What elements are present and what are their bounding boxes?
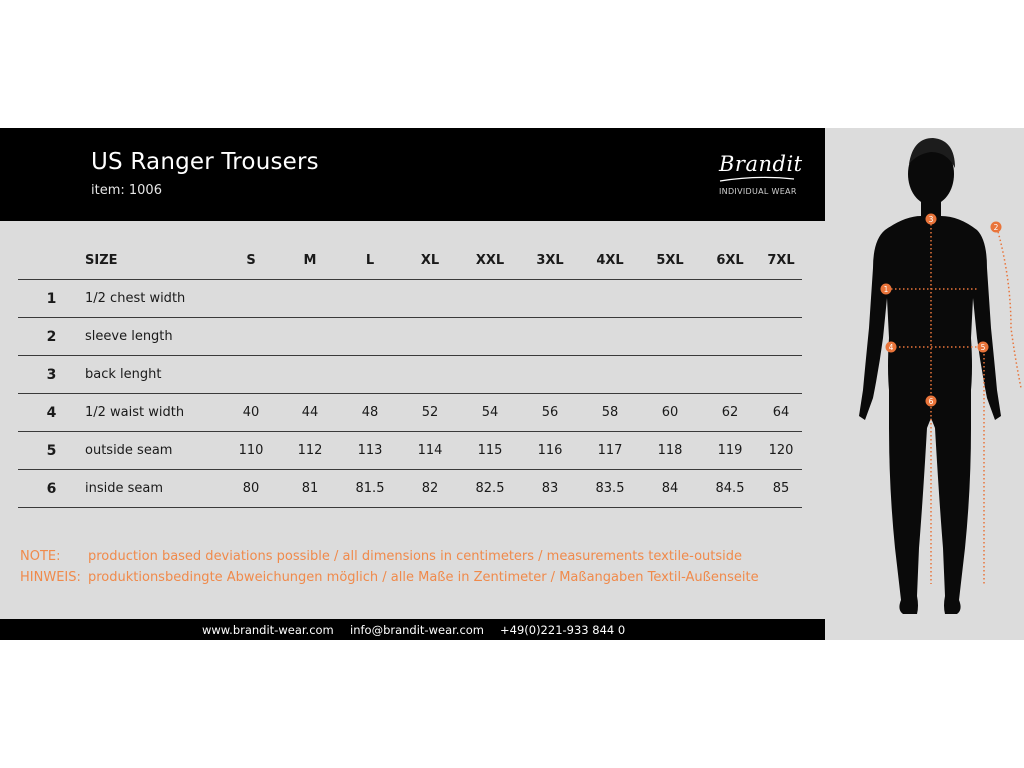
size-column-header: XXL <box>475 253 505 268</box>
measurement-value: 116 <box>537 443 563 458</box>
measurement-label: back lenght <box>85 367 162 382</box>
table-row <box>18 432 802 470</box>
measurement-value <box>700 318 760 356</box>
measurement-value: 81.5 <box>355 481 385 496</box>
marker-1-icon <box>881 284 892 295</box>
measurement-value: 64 <box>772 405 790 420</box>
measurement-label: outside seam <box>85 443 173 458</box>
measurement-value <box>580 356 640 394</box>
measurement-value <box>640 356 700 394</box>
brand-logo: Brandit <box>719 152 803 176</box>
measurement-value: 112 <box>297 443 323 458</box>
measurement-value: 82.5 <box>475 481 505 496</box>
measurement-value <box>760 318 802 356</box>
measurement-figure-panel <box>825 128 1024 640</box>
measurement-value <box>520 318 580 356</box>
svg-text:3: 3 <box>928 215 934 224</box>
marker-4-icon <box>886 342 897 353</box>
measurement-value <box>340 318 400 356</box>
table-row <box>18 280 802 318</box>
table-row <box>18 394 802 432</box>
measurement-value <box>520 280 580 318</box>
measurement-value <box>760 356 802 394</box>
table-header-row <box>18 242 802 280</box>
product-title: US Ranger Trousers <box>91 149 319 175</box>
measurement-value: 110 <box>238 443 264 458</box>
notes-block <box>20 546 759 588</box>
measurement-value: 40 <box>242 405 260 420</box>
measurement-value <box>280 280 340 318</box>
table-body <box>18 280 802 508</box>
measurement-value: 62 <box>721 405 739 420</box>
measurement-value: 54 <box>481 405 499 420</box>
note-en <box>20 546 759 567</box>
measurement-value <box>340 280 400 318</box>
measurement-value: 83 <box>541 481 559 496</box>
size-chart-panel <box>0 128 825 640</box>
size-column-header: XL <box>420 253 440 268</box>
hinweis-label: HINWEIS: <box>20 570 81 585</box>
measurement-value <box>700 280 760 318</box>
size-chart-card <box>0 128 1024 640</box>
measurement-value: 58 <box>601 405 619 420</box>
measurement-value <box>580 318 640 356</box>
measurement-value <box>400 356 460 394</box>
marker-2-icon <box>991 222 1002 233</box>
table-row <box>18 470 802 508</box>
measurement-value: 60 <box>661 405 679 420</box>
measurement-value: 52 <box>421 405 439 420</box>
measurement-value: 85 <box>772 481 790 496</box>
size-column-header: 7XL <box>767 253 795 268</box>
size-column-header: 4XL <box>596 253 624 268</box>
measurement-value: 56 <box>541 405 559 420</box>
note-de <box>20 567 759 588</box>
size-column-header: 3XL <box>536 253 564 268</box>
note-label: NOTE: <box>20 549 61 564</box>
measurement-value: 80 <box>242 481 260 496</box>
marker-6-icon <box>926 396 937 407</box>
size-column-header: M <box>303 253 317 268</box>
size-column-header: 5XL <box>656 253 684 268</box>
row-number: 6 <box>46 480 57 497</box>
row-number: 2 <box>46 328 57 345</box>
measurement-value <box>280 356 340 394</box>
measurement-value <box>640 318 700 356</box>
marker-5-icon <box>978 342 989 353</box>
marker-3-icon <box>926 214 937 225</box>
hinweis-text: produktionsbedingte Abweichungen möglich / alle Maße in Zentimeter / Maßangaben Textil-Außenseite <box>88 570 759 585</box>
size-column-header: S <box>246 253 256 268</box>
measurement-value: 114 <box>417 443 443 458</box>
measurement-value <box>760 280 802 318</box>
measurement-value: 119 <box>717 443 743 458</box>
measurement-value: 118 <box>657 443 683 458</box>
measurement-value: 84 <box>661 481 679 496</box>
measurement-value <box>222 280 280 318</box>
measurement-value <box>640 280 700 318</box>
size-header: SIZE <box>85 253 118 268</box>
measurement-value: 81 <box>301 481 319 496</box>
measurement-value: 48 <box>361 405 379 420</box>
svg-text:2: 2 <box>993 223 999 232</box>
svg-text:1: 1 <box>883 285 889 294</box>
row-number: 5 <box>46 442 57 459</box>
row-number: 4 <box>46 404 57 421</box>
item-number: item: 1006 <box>91 183 162 198</box>
size-table <box>18 242 802 508</box>
measurement-label: inside seam <box>85 481 164 496</box>
measurement-value: 44 <box>301 405 319 420</box>
size-column-header: L <box>365 253 375 268</box>
measurement-label: 1/2 chest width <box>85 291 186 306</box>
header-empty-cell <box>18 242 85 280</box>
email-link[interactable]: info@brandit-wear.com <box>350 623 485 637</box>
measurement-value <box>222 356 280 394</box>
measurement-value <box>340 356 400 394</box>
size-column-header: 6XL <box>716 253 744 268</box>
measurement-value <box>400 280 460 318</box>
measurement-value: 113 <box>357 443 383 458</box>
svg-text:5: 5 <box>980 343 986 352</box>
measurement-value <box>580 280 640 318</box>
table-row <box>18 356 802 394</box>
row-number: 3 <box>46 366 57 383</box>
measurement-value: 84.5 <box>715 481 745 496</box>
header-bar <box>0 128 825 221</box>
measurement-value <box>460 280 520 318</box>
measurement-value <box>460 356 520 394</box>
measurement-value: 82 <box>421 481 439 496</box>
measurement-value: 83.5 <box>595 481 625 496</box>
phone-number: +49(0)221-933 844 0 <box>500 623 626 637</box>
human-silhouette-icon <box>825 128 1024 640</box>
brand-logo-subtitle: INDIVIDUAL WEAR <box>719 187 797 196</box>
measurement-value <box>280 318 340 356</box>
measurement-value <box>700 356 760 394</box>
measurement-value: 115 <box>477 443 503 458</box>
measurement-value <box>400 318 460 356</box>
row-number: 1 <box>46 290 57 307</box>
measurement-value <box>222 318 280 356</box>
note-text: production based deviations possible / all dimensions in centimeters / measurements textile-outside <box>88 549 743 564</box>
measurement-label: 1/2 waist width <box>85 405 185 420</box>
measurement-value: 120 <box>768 443 794 458</box>
footer-bar <box>0 619 825 640</box>
svg-text:4: 4 <box>888 343 894 352</box>
measurement-value <box>460 318 520 356</box>
measurement-value <box>520 356 580 394</box>
website-link[interactable]: www.brandit-wear.com <box>202 623 334 637</box>
measurement-value: 117 <box>597 443 623 458</box>
measurement-label: sleeve length <box>85 329 173 344</box>
table-row <box>18 318 802 356</box>
svg-text:6: 6 <box>928 397 934 406</box>
logo-swoosh-icon <box>718 176 796 184</box>
